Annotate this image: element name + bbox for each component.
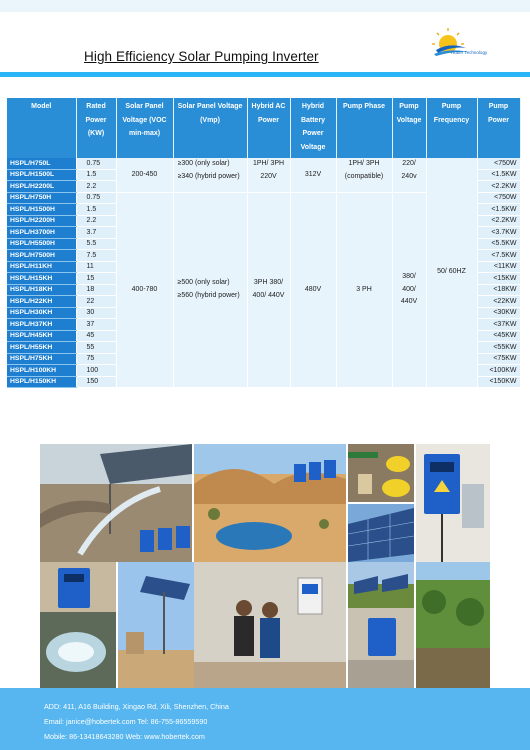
cell-voltage-high: 380/ 400/ 440V xyxy=(392,192,426,388)
cell-pump-power: <2.2KW xyxy=(477,181,520,193)
cell-model: HSPL/H5500H xyxy=(7,238,76,250)
workers-with-inverter-photo xyxy=(194,562,346,688)
col-header-vmp: Solar Panel Voltage (Vmp) xyxy=(173,98,247,158)
inverter-on-wall-photo xyxy=(416,444,490,562)
cell-power: 150 xyxy=(76,376,116,388)
cell-voc-low: 200-450 xyxy=(116,158,173,192)
cell-voc-high: 400-780 xyxy=(116,192,173,388)
cell-model: HSPL/H30KH xyxy=(7,307,76,319)
orchard-irrigation-photo xyxy=(416,562,490,688)
cell-model: HSPL/H750L xyxy=(7,158,76,169)
col-header-rated-power: Rated Power (KW) xyxy=(76,98,116,158)
cell-power: 15 xyxy=(76,273,116,285)
cell-pump-power: <5.5KW xyxy=(477,238,520,250)
cell-pump-power: <55KW xyxy=(477,342,520,354)
cell-model: HSPL/H75KH xyxy=(7,353,76,365)
cell-power: 100 xyxy=(76,365,116,377)
cell-power: 1.5 xyxy=(76,169,116,181)
cell-pump-power: <15KW xyxy=(477,273,520,285)
field-panels-photo xyxy=(348,562,414,608)
pump-water-outlet-photo xyxy=(40,444,192,562)
cell-pump-power: <30KW xyxy=(477,307,520,319)
col-header-pump-power: Pump Power xyxy=(477,98,520,158)
solar-panels-photo xyxy=(348,504,414,562)
col-header-hybrid-battery: Hybrid Battery Power Voltage xyxy=(290,98,336,158)
cell-power: 55 xyxy=(76,342,116,354)
cell-power: 5.5 xyxy=(76,238,116,250)
cell-frequency: 50/ 60HZ xyxy=(426,158,477,388)
cell-pump-power: <37KW xyxy=(477,319,520,331)
cell-model: HSPL/H45KH xyxy=(7,330,76,342)
col-header-pump-voltage: Pump Voltage xyxy=(392,98,426,158)
cell-pump-power: <100KW xyxy=(477,365,520,377)
cell-pump-power: <75KW xyxy=(477,353,520,365)
cell-phase-low: 1PH/ 3PH (compatible) xyxy=(336,158,392,192)
cell-model: HSPL/H11KH xyxy=(7,261,76,273)
cell-power: 2.2 xyxy=(76,181,116,193)
cell-power: 18 xyxy=(76,284,116,296)
cell-model: HSPL/H1500L xyxy=(7,169,76,181)
cell-power: 45 xyxy=(76,330,116,342)
col-header-pump-phase: Pump Phase xyxy=(336,98,392,158)
cell-power: 7.5 xyxy=(76,250,116,262)
cell-phase-high: 3 PH xyxy=(336,192,392,388)
cell-model: HSPL/H55KH xyxy=(7,342,76,354)
cell-model: HSPL/H15KH xyxy=(7,273,76,285)
cell-pump-power: <2.2KW xyxy=(477,215,520,227)
cell-power: 30 xyxy=(76,307,116,319)
desert-solar-site-photo xyxy=(194,444,346,562)
footer xyxy=(0,688,530,750)
cell-power: 1.5 xyxy=(76,204,116,216)
cell-pump-power: <750W xyxy=(477,158,520,169)
cell-model: HSPL/H3700H xyxy=(7,227,76,239)
cell-model: HSPL/H2200H xyxy=(7,215,76,227)
cell-model: HSPL/H7500H xyxy=(7,250,76,262)
cell-model: HSPL/H100KH xyxy=(7,365,76,377)
cell-power: 2.2 xyxy=(76,215,116,227)
cell-pump-power: <750W xyxy=(477,192,520,204)
cell-model: HSPL/H37KH xyxy=(7,319,76,331)
col-header-voc: Solar Panel Voltage (VOC min-max) xyxy=(116,98,173,158)
cell-model: HSPL/H1500H xyxy=(7,204,76,216)
cell-power: 11 xyxy=(76,261,116,273)
logo-text: Hober Technology xyxy=(451,50,488,55)
solar-tower-photo xyxy=(118,562,194,688)
cell-model: HSPL/H150KH xyxy=(7,376,76,388)
vmp-low-text: ≥300 (only solar) ≥340 (hybrid power) xyxy=(177,160,240,180)
table-row xyxy=(7,158,520,169)
cell-power: 3.7 xyxy=(76,227,116,239)
header-rule xyxy=(0,72,530,77)
footer-mobile-web: Mobile: 86-13418643280 Web: www.hobertek.com xyxy=(44,732,205,741)
cell-pump-power: <7.5KW xyxy=(477,250,520,262)
page-title: High Efficiency Solar Pumping Inverter xyxy=(84,49,319,64)
cell-pump-power: <3.7KW xyxy=(477,227,520,239)
top-band xyxy=(0,0,530,12)
cell-power: 0.75 xyxy=(76,158,116,169)
cell-ac-high: 3PH 380/ 400/ 440V xyxy=(247,192,290,388)
col-header-pump-frequency: Pump Frequency xyxy=(426,98,477,158)
cell-pump-power: <1.5KW xyxy=(477,204,520,216)
cell-model: HSPL/H750H xyxy=(7,192,76,204)
cell-pump-power: <22KW xyxy=(477,296,520,308)
cell-vmp-high: ≥500 (only solar) ≥560 (hybrid power) xyxy=(173,192,247,388)
col-header-hybrid-ac: Hybrid AC Power xyxy=(247,98,290,158)
cell-pump-power: <1.5KW xyxy=(477,169,520,181)
cell-pump-power: <150KW xyxy=(477,376,520,388)
cell-battery-low: 312V xyxy=(290,158,336,192)
water-flow-photo xyxy=(40,612,116,688)
table-header-row xyxy=(7,98,520,158)
cell-pump-power: <18KW xyxy=(477,284,520,296)
cell-model: HSPL/H18KH xyxy=(7,284,76,296)
cell-model: HSPL/H2200L xyxy=(7,181,76,193)
inverter-install-photo xyxy=(40,562,116,612)
footer-contact: Email: janice@hobertek.com Tel: 86-755-86559590 xyxy=(44,717,208,726)
cell-power: 37 xyxy=(76,319,116,331)
cell-pump-power: <11KW xyxy=(477,261,520,273)
cell-vmp-low xyxy=(173,158,247,192)
cell-power: 75 xyxy=(76,353,116,365)
cell-voltage-low: 220/ 240v xyxy=(392,158,426,192)
cell-model: HSPL/H22KH xyxy=(7,296,76,308)
spec-table xyxy=(7,98,521,388)
stone-wall-inverter-photo xyxy=(348,608,414,688)
cell-power: 22 xyxy=(76,296,116,308)
pipe-and-buckets-photo xyxy=(348,444,414,502)
company-logo xyxy=(430,28,500,62)
ac-low-text: 1PH/ 3PH 220V xyxy=(252,160,285,180)
footer-address: ADD: 411, A16 Building, Xingao Rd, Xili, Shenzhen, China xyxy=(44,702,229,711)
cell-power: 0.75 xyxy=(76,192,116,204)
cell-battery-high: 480V xyxy=(290,192,336,388)
cell-pump-power: <45KW xyxy=(477,330,520,342)
col-header-model: Model xyxy=(7,98,76,158)
cell-ac-low xyxy=(247,158,290,192)
